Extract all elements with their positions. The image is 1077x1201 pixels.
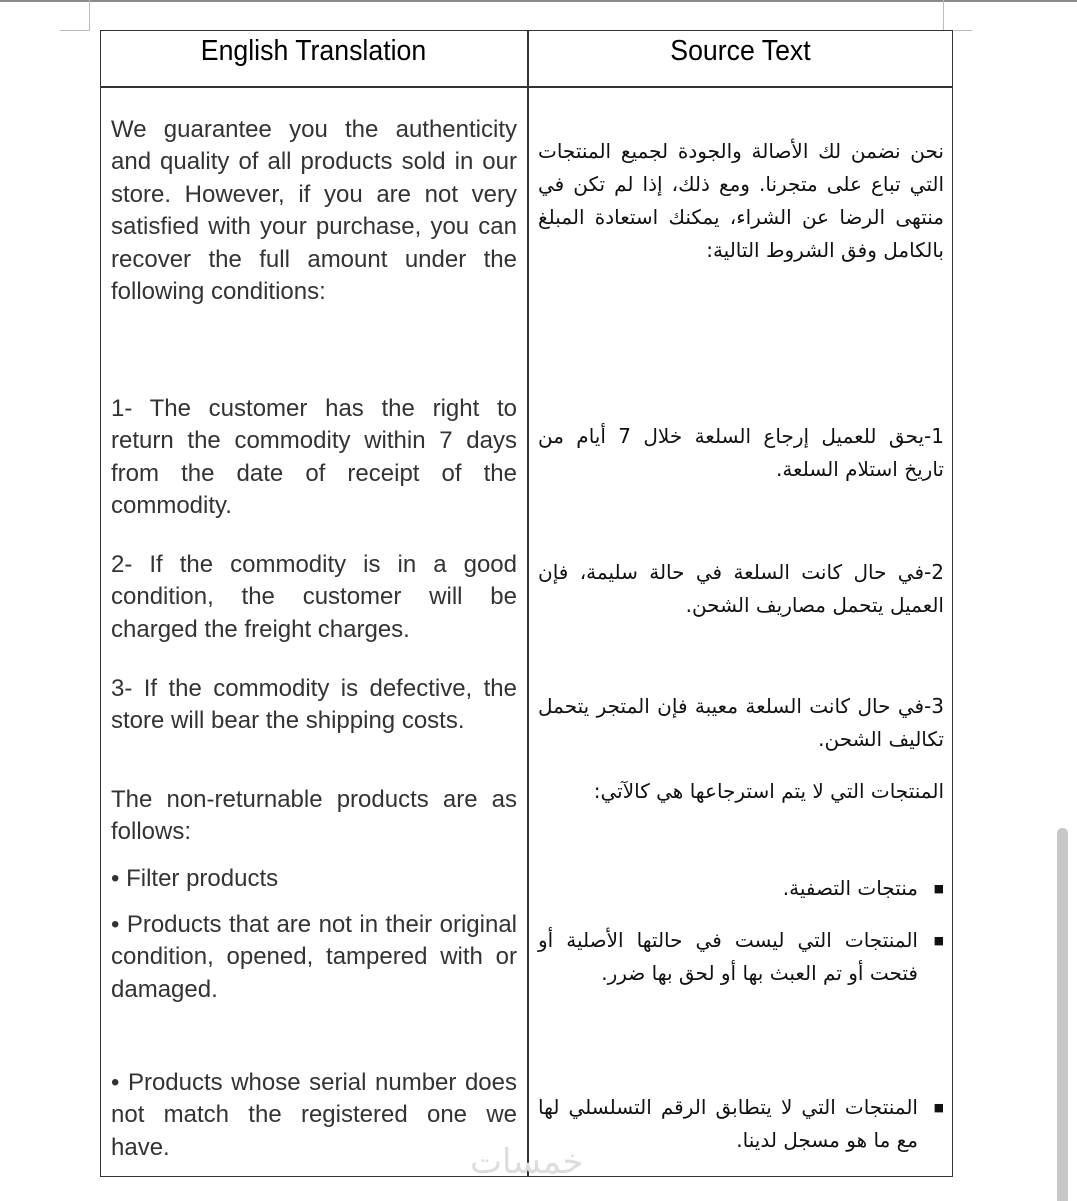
english-bullet-3: • Products whose serial number does not match the registered one we have. [111,1069,517,1161]
english-bullet-1: • Filter products [111,865,279,892]
crop-mark [954,30,972,31]
vertical-scrollbar[interactable] [1057,828,1068,1201]
english-condition-1: 1- The customer has the right to return the commodity within 7 days from the date of receipt of the commodity. [111,395,517,520]
header-divider [100,86,953,88]
arabic-bullet-2: ■ المنتجات التي ليست في حالتها الأصلية أو فتحت أو تم العبث بها أو لحق بها ضرر. [538,924,944,990]
crop-mark [60,30,90,31]
arabic-condition-2: 2-في حال كانت السلعة في حالة سليمة، فإن العميل يتحمل مصاريف الشحن. [538,560,944,617]
column-divider [527,30,529,1177]
arabic-intro: نحن نضمن لك الأصالة والجودة لجميع المنتجات التي تباع على متجرنا. ومع ذلك، إذا لم تكن في منتهى الرضا عن الشراء، يمكنك استعادة المبلغ بالكامل وفق الشروط التالية: [538,139,944,262]
arabic-condition-1: 1-يحق للعميل إرجاع السلعة خلال 7 أيام من تاريخ استلام السلعة. [538,424,944,481]
page-top-edge [0,0,1077,2]
arabic-bullet-1: ■ منتجات التصفية. [538,872,944,905]
english-intro: We guarantee you the authenticity and quality of all products sold in our store. However, if you are not very satisfied with your purchase, you can recover the full amount under the following conditions: [111,116,517,306]
arabic-nonreturnable-heading: المنتجات التي لا يتم استرجاعها هي كالآتي: [593,779,944,803]
english-nonreturnable-heading: The non-returnable products are as follows: [111,786,517,846]
square-bullet-icon: ■ [933,934,944,947]
arabic-condition-3: 3-في حال كانت السلعة معيبة فإن المتجر يتحمل تكاليف الشحن. [538,694,944,751]
english-condition-3: 3- If the commodity is defective, the store will bear the shipping costs. [111,675,517,735]
watermark-logo: خمسات [470,1142,584,1182]
square-bullet-icon: ■ [933,882,944,895]
crop-mark [943,0,944,30]
crop-mark [89,0,90,30]
english-condition-2: 2- If the commodity is in a good condition, the customer will be charged the freight charges. [111,551,517,643]
header-source: Source Text [670,35,811,67]
square-bullet-icon: ■ [933,1101,944,1114]
arabic-bullet-3: ■ المنتجات التي لا يتطابق الرقم التسلسلي لها مع ما هو مسجل لدينا. [538,1091,944,1157]
english-bullet-2: • Products that are not in their original condition, opened, tampered with or damaged. [111,911,517,1003]
header-english: English Translation [200,35,427,67]
